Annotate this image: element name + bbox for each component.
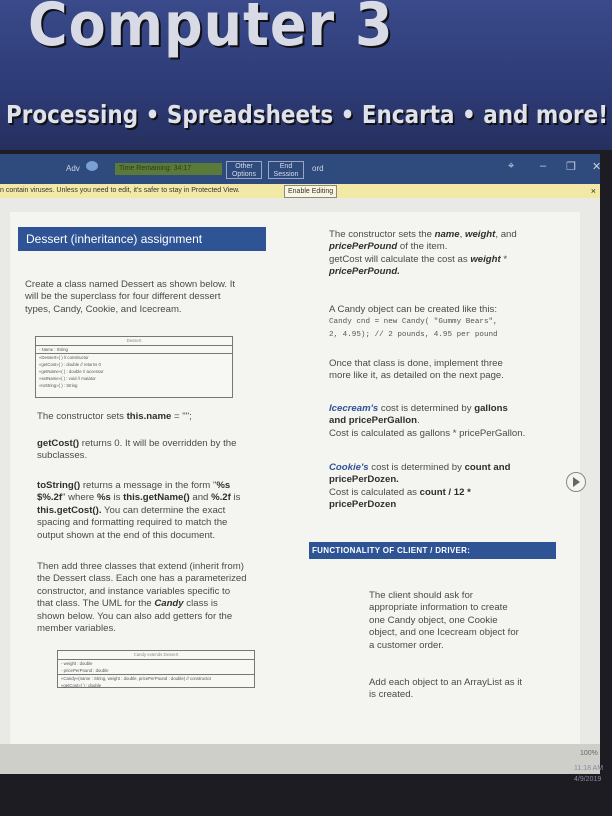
text-span: = "";: [171, 411, 192, 422]
text-line: the Dessert class. Each one has a parameterized: [37, 573, 247, 585]
text-line: A Candy object can be created like this:: [329, 304, 497, 315]
code-span: getCost(): [37, 438, 80, 449]
end-session-label-1: End: [279, 163, 293, 170]
protected-view-close-icon[interactable]: ×: [590, 186, 596, 196]
uml-field: - Name : String: [39, 347, 68, 352]
restore-ribbon-icon[interactable]: ⌖: [508, 160, 515, 172]
text-span: ,: [459, 229, 465, 240]
uml-field: - pricePerPound : double: [61, 668, 109, 673]
text-line: more like it, as detailed on the next page.: [329, 370, 504, 382]
uml-method: «getCost»( ) : double // returns 0: [39, 362, 101, 367]
text-line: spacing and formatting required to match the: [37, 517, 228, 529]
text-span: You can determine the exact: [101, 504, 226, 516]
text-span: pricePerPound.: [329, 266, 400, 278]
text-line: is created.: [369, 689, 414, 701]
text-span: .: [416, 415, 420, 427]
intro-line-2: will be the superclass for four different dessert: [25, 291, 221, 303]
code-span: this.getName(): [123, 492, 190, 504]
text-span: " where: [62, 492, 97, 504]
uml-method: «Candy»(name : String, weight : double, pricePerPound : double) // constructor: [61, 676, 212, 681]
text-line: output shown at the end of this document.: [37, 529, 216, 541]
text-line: The client should ask for: [369, 590, 473, 601]
text-span: is: [110, 492, 124, 504]
text-span: pricePerDozen.: [329, 474, 399, 486]
clock-date: 4/9/2019: [574, 776, 602, 783]
play-icon[interactable]: [566, 472, 586, 492]
text-line: one Candy object, one Cookie: [369, 614, 498, 626]
code-span: %.2f: [211, 492, 231, 504]
text-span: name: [434, 229, 460, 240]
functionality-heading: FUNCTIONALITY OF CLIENT / DRIVER:: [309, 542, 556, 559]
uml-method: «Dessert»( ) // constructor: [39, 355, 89, 360]
intro-line-3: types, Candy, Cookie, and Icecream.: [25, 303, 182, 315]
text-span: pricePerDozen: [329, 499, 397, 511]
text-span: pricePerGallon: [348, 415, 417, 427]
time-remaining: Time Remaining: 34:17: [115, 163, 222, 175]
candy-uml-diagram: [57, 650, 255, 688]
icecream-paragraph: [329, 403, 525, 440]
text-span: of the item.: [397, 241, 448, 253]
text-line: member variables.: [37, 623, 116, 635]
text-span: returns a message in the form ": [80, 480, 217, 491]
zoom-level[interactable]: 100%: [580, 750, 598, 757]
getcost-paragraph: [37, 438, 236, 463]
text-span: and: [189, 492, 212, 504]
end-session-button[interactable]: [268, 161, 304, 179]
other-options-button[interactable]: [226, 161, 262, 179]
class-name: Cookie's: [329, 462, 369, 473]
text-span: weight: [470, 253, 501, 265]
banner-subtitle: Processing • Spreadsheets • Encarta • and more!: [6, 100, 609, 129]
client-paragraph: [369, 590, 519, 652]
title-bar: [0, 154, 600, 184]
protected-view-message: n contain viruses. Unless you need to edit, it's safer to stay in Protected View.: [0, 187, 240, 194]
code-span: $%.2f: [37, 492, 63, 504]
uml-field: - weight : double: [61, 661, 93, 666]
other-options-label-1: Other: [235, 163, 253, 170]
constructor-paragraph: [37, 411, 192, 423]
code-span: this.getCost().: [37, 504, 102, 516]
uml-method: «toString»( ) : String: [39, 383, 78, 388]
session-icon: [86, 161, 98, 171]
adv-label: Adv: [66, 164, 80, 173]
text-line: shown below. You can also add getters for the: [37, 610, 233, 622]
maximize-icon[interactable]: ❐: [566, 161, 576, 173]
uml-method: «getName»( ) : double // accessor: [39, 369, 104, 374]
text-line: subclasses.: [37, 450, 88, 462]
uml-method: «getCost»( ) : double: [61, 683, 102, 688]
intro-paragraph: [25, 279, 235, 316]
end-session-label-2: Session: [273, 171, 299, 178]
text-span: count and: [464, 462, 511, 473]
code-span: this.name: [126, 411, 172, 422]
text-line: object, and one Icecream object for: [369, 627, 519, 639]
cookie-paragraph: [329, 462, 510, 512]
clock-time: 11:18 AM: [574, 765, 604, 772]
code-line: 2, 4.95); // 2 pounds, 4.95 per pound: [329, 330, 498, 339]
assignment-heading: Dessert (inheritance) assignment: [18, 227, 266, 251]
text-line: Add each object to an ArrayList as it: [369, 677, 523, 688]
text-line: constructor, and instance variables specific to: [37, 585, 231, 597]
uml-class-title: Candy extends Dessert: [58, 651, 254, 660]
text-span: that class. The UML for the: [37, 598, 155, 610]
close-icon[interactable]: ✕: [592, 161, 602, 173]
text-span: Candy: [154, 598, 184, 610]
text-span: is: [230, 492, 241, 504]
code-span: %s: [96, 492, 111, 504]
tostring-paragraph: [37, 480, 240, 542]
candy-constructor-paragraph: [329, 229, 517, 279]
enable-editing-button[interactable]: Enable Editing: [284, 185, 337, 198]
text-span: *: [500, 253, 508, 265]
text-span: Cost is calculated as: [329, 486, 420, 498]
dessert-uml-diagram: [35, 336, 233, 398]
arraylist-paragraph: [369, 677, 522, 702]
protected-view-bar: [0, 184, 600, 198]
subclasses-paragraph: [37, 561, 247, 635]
text-span: count / 12 *: [419, 486, 471, 498]
uml-class-title: Dessert: [36, 337, 232, 346]
text-span: gallons: [474, 403, 508, 414]
code-span: toString(): [37, 480, 81, 491]
minimize-icon[interactable]: –: [540, 160, 547, 172]
banner-title: Computer 3: [28, 0, 394, 60]
code-span: %s: [216, 480, 231, 491]
text-span: returns 0. It will be overridden by the: [79, 438, 237, 449]
text-span: cost is determined by: [368, 462, 465, 473]
text-span: , and: [495, 229, 517, 240]
code-line: Candy cnd = new Candy( "Gummy Bears",: [329, 318, 498, 327]
other-options-label-2: Options: [231, 171, 257, 178]
candy-example-paragraph: [329, 304, 498, 341]
status-bar: [0, 744, 600, 774]
text-span: The constructor sets the: [329, 229, 435, 240]
text-span: cost is determined by: [378, 403, 475, 414]
poster-banner: [0, 0, 612, 150]
text-span: The constructor sets: [37, 411, 127, 422]
text-span: class is: [183, 598, 218, 610]
intro-line-1: Create a class named Dessert as shown below. It: [25, 279, 236, 290]
text-span: pricePerPound: [329, 241, 398, 253]
text-line: Then add three classes that extend (inherit from): [37, 561, 244, 572]
text-span: getCost will calculate the cost as: [329, 253, 471, 265]
text-line: Once that class is done, implement three: [329, 358, 503, 369]
text-span: and: [329, 415, 349, 427]
text-line: a customer order.: [369, 639, 444, 651]
text-line: appropriate information to create: [369, 602, 508, 614]
next-page-paragraph: [329, 358, 504, 383]
uml-method: «setName»( ) : void // mutator: [39, 376, 96, 381]
text-span: weight: [464, 229, 496, 240]
ord-label: ord: [312, 164, 324, 173]
text-line: Cost is calculated as gallons * pricePerGallon.: [329, 427, 526, 439]
class-name: Icecream's: [329, 403, 379, 414]
